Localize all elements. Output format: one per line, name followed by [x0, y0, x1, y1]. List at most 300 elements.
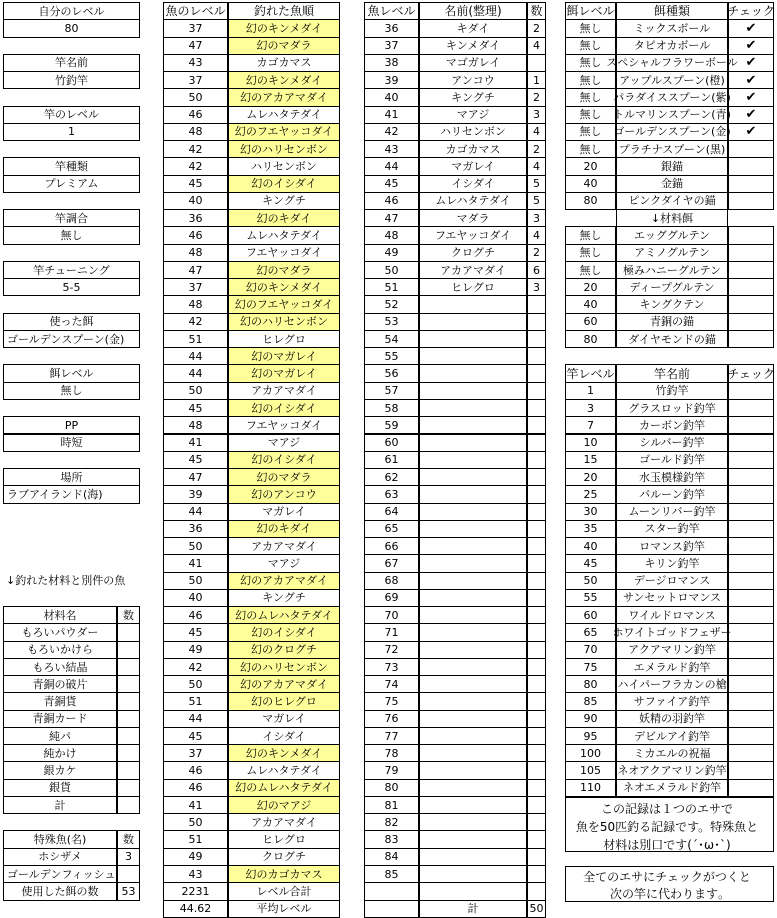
sorted-level[interactable]: 76	[364, 710, 419, 728]
sorted-level[interactable]: 38	[364, 54, 419, 72]
sorted-count[interactable]: 4	[527, 226, 546, 244]
rod-level[interactable]: 35	[565, 520, 616, 538]
rod-level[interactable]: 7	[565, 416, 616, 434]
sorted-count[interactable]	[527, 330, 546, 348]
sorted-count[interactable]	[527, 520, 546, 538]
material-name[interactable]: 純かけ	[3, 744, 117, 762]
material-bait-level[interactable]: 60	[565, 313, 616, 331]
sorted-level[interactable]: 72	[364, 641, 419, 659]
caught-level[interactable]: 44	[163, 347, 228, 365]
value-bait-used[interactable]: ゴールデンスプーン(金)	[3, 330, 140, 348]
material-count[interactable]	[117, 675, 140, 693]
material-bait-check[interactable]	[728, 226, 774, 244]
material-name[interactable]: 計	[3, 796, 117, 814]
caught-level[interactable]: 46	[163, 226, 228, 244]
rod-check[interactable]	[728, 537, 774, 555]
rod-name[interactable]: スター釣竿	[616, 520, 728, 538]
caught-name[interactable]: ヒレグロ	[228, 330, 340, 348]
rod-check[interactable]	[728, 485, 774, 503]
caught-level[interactable]: 50	[163, 88, 228, 106]
caught-level[interactable]: 51	[163, 692, 228, 710]
sorted-count[interactable]	[527, 779, 546, 797]
material-bait-level[interactable]: 40	[565, 295, 616, 313]
bait-level[interactable]: 無し	[565, 54, 616, 72]
sorted-level[interactable]: 78	[364, 744, 419, 762]
sorted-level[interactable]: 37	[364, 37, 419, 55]
rod-check[interactable]	[728, 658, 774, 676]
bait-type[interactable]: プラチナスプーン(黒)	[616, 140, 728, 158]
caught-name[interactable]: フエヤッコダイ	[228, 416, 340, 434]
caught-level[interactable]: 49	[163, 641, 228, 659]
sorted-count[interactable]: 4	[527, 123, 546, 141]
caught-level[interactable]: 44	[163, 503, 228, 521]
bait-check[interactable]: ✔	[728, 54, 774, 72]
material-name[interactable]: もろいかけら	[3, 641, 117, 659]
sorted-level[interactable]: 46	[364, 192, 419, 210]
rod-check[interactable]	[728, 675, 774, 693]
sorted-level[interactable]: 69	[364, 589, 419, 607]
bait-level[interactable]: 20	[565, 157, 616, 175]
sorted-level[interactable]: 49	[364, 244, 419, 262]
rod-name[interactable]: バルーン釣竿	[616, 485, 728, 503]
bait-check[interactable]: ✔	[728, 123, 774, 141]
rod-level[interactable]: 75	[565, 658, 616, 676]
sorted-level[interactable]: 54	[364, 330, 419, 348]
sorted-count[interactable]: 1	[527, 71, 546, 89]
special-header-name[interactable]: 特殊魚(名)	[3, 830, 117, 848]
sorted-name[interactable]	[419, 485, 527, 503]
sorted-count[interactable]: 2	[527, 19, 546, 37]
caught-name[interactable]: 幻のフエヤッコダイ	[228, 295, 340, 313]
sorted-name[interactable]: アンコウ	[419, 71, 527, 89]
sorted-level[interactable]: 65	[364, 520, 419, 538]
caught-level[interactable]: 37	[163, 71, 228, 89]
bait-check[interactable]: ✔	[728, 37, 774, 55]
rod-level[interactable]: 65	[565, 623, 616, 641]
rod-header-level[interactable]: 竿レベル	[565, 364, 616, 382]
value-my-level[interactable]: 80	[3, 19, 140, 37]
sorted-level[interactable]: 55	[364, 347, 419, 365]
caught-name[interactable]: 幻のマダラ	[228, 37, 340, 55]
sorted-level[interactable]: 75	[364, 692, 419, 710]
sorted-count[interactable]	[527, 537, 546, 555]
sorted-count[interactable]: 4	[527, 157, 546, 175]
sorted-level[interactable]: 71	[364, 623, 419, 641]
sorted-level[interactable]: 80	[364, 779, 419, 797]
caught-level[interactable]: 48	[163, 244, 228, 262]
sorted-name[interactable]	[419, 779, 527, 797]
rod-check[interactable]	[728, 416, 774, 434]
sorted-count[interactable]	[527, 364, 546, 382]
material-count[interactable]	[117, 658, 140, 676]
caught-level[interactable]: 37	[163, 278, 228, 296]
material-bait-type[interactable]: 極みハニーグルテン	[616, 261, 728, 279]
sorted-count[interactable]	[527, 589, 546, 607]
sorted-name[interactable]	[419, 416, 527, 434]
caught-name[interactable]: マアジ	[228, 434, 340, 452]
rod-name[interactable]: ムーンリバー釣竿	[616, 503, 728, 521]
caught-header-level[interactable]: 魚のレベル	[163, 2, 228, 20]
caught-level[interactable]: 44	[163, 364, 228, 382]
sorted-count[interactable]	[527, 382, 546, 400]
caught-name[interactable]: 幻のイシダイ	[228, 451, 340, 469]
rod-level[interactable]: 90	[565, 710, 616, 728]
caught-level[interactable]: 49	[163, 848, 228, 866]
sorted-count[interactable]	[527, 554, 546, 572]
caught-level[interactable]: 47	[163, 261, 228, 279]
caught-level[interactable]: 42	[163, 157, 228, 175]
sorted-name[interactable]: マダラ	[419, 209, 527, 227]
caught-level[interactable]: 41	[163, 796, 228, 814]
sorted-level[interactable]: 57	[364, 382, 419, 400]
sorted-name[interactable]: カゴカマス	[419, 140, 527, 158]
sorted-level[interactable]: 42	[364, 123, 419, 141]
bait-type[interactable]: 金錨	[616, 175, 728, 193]
material-count[interactable]	[117, 692, 140, 710]
material-count[interactable]	[117, 710, 140, 728]
bait-type[interactable]: ピンクダイヤの錨	[616, 192, 728, 210]
sorted-name[interactable]: ハリセンボン	[419, 123, 527, 141]
sorted-name[interactable]	[419, 451, 527, 469]
sorted-level[interactable]: 47	[364, 209, 419, 227]
rod-level[interactable]: 15	[565, 451, 616, 469]
caught-name[interactable]: 幻のカゴカマス	[228, 865, 340, 883]
caught-name[interactable]: 幻のイシダイ	[228, 399, 340, 417]
sorted-count[interactable]: 2	[527, 88, 546, 106]
caught-name[interactable]: キングチ	[228, 589, 340, 607]
caught-level[interactable]: 45	[163, 175, 228, 193]
caught-name[interactable]: 幻のヒレグロ	[228, 692, 340, 710]
material-bait-level[interactable]: 80	[565, 330, 616, 348]
sorted-name[interactable]: アカアマダイ	[419, 261, 527, 279]
sorted-name[interactable]	[419, 330, 527, 348]
caught-level[interactable]: 45	[163, 399, 228, 417]
sorted-name[interactable]	[419, 347, 527, 365]
caught-name[interactable]: アカアマダイ	[228, 813, 340, 831]
bait-level[interactable]: 無し	[565, 106, 616, 124]
sorted-empty[interactable]	[419, 882, 527, 900]
bait-level[interactable]: 80	[565, 192, 616, 210]
caught-level[interactable]: 41	[163, 434, 228, 452]
sorted-count[interactable]: 5	[527, 175, 546, 193]
rod-level[interactable]: 100	[565, 744, 616, 762]
special-fish-count[interactable]	[117, 865, 140, 883]
rod-name[interactable]: アクアマリン釣竿	[616, 641, 728, 659]
caught-level[interactable]: 50	[163, 813, 228, 831]
bait-type[interactable]: トルマリンスプーン(青)	[616, 106, 728, 124]
rod-name[interactable]: キリン釣竿	[616, 554, 728, 572]
rod-check[interactable]	[728, 623, 774, 641]
sorted-count[interactable]: 3	[527, 106, 546, 124]
bait-count-value[interactable]: 53	[117, 882, 140, 900]
bait-type[interactable]: 銀錨	[616, 157, 728, 175]
material-name[interactable]: 純パ	[3, 727, 117, 745]
caught-level[interactable]: 37	[163, 19, 228, 37]
bait-check[interactable]	[728, 175, 774, 193]
caught-level[interactable]: 45	[163, 623, 228, 641]
material-name[interactable]: 青銅貨	[3, 692, 117, 710]
sorted-name[interactable]	[419, 554, 527, 572]
sorted-level[interactable]: 79	[364, 761, 419, 779]
sorted-level[interactable]: 77	[364, 727, 419, 745]
caught-level[interactable]: 50	[163, 382, 228, 400]
caught-level[interactable]: 46	[163, 761, 228, 779]
caught-name[interactable]: 幻のマガレイ	[228, 364, 340, 382]
material-name[interactable]: 青銅カード	[3, 710, 117, 728]
sorted-level[interactable]: 68	[364, 572, 419, 590]
rod-check[interactable]	[728, 554, 774, 572]
rod-name[interactable]: グラスロッド釣竿	[616, 399, 728, 417]
bait-check[interactable]	[728, 157, 774, 175]
value-bait-level[interactable]: 無し	[3, 382, 140, 400]
sorted-count[interactable]	[527, 606, 546, 624]
caught-name[interactable]: 幻のアカアマダイ	[228, 88, 340, 106]
sorted-count[interactable]	[527, 830, 546, 848]
bait-level[interactable]: 無し	[565, 19, 616, 37]
material-bait-check[interactable]	[728, 244, 774, 262]
sorted-name[interactable]: キンメダイ	[419, 37, 527, 55]
materials-header-count[interactable]: 数	[117, 606, 140, 624]
caught-header-name[interactable]: 釣れた魚順	[228, 2, 340, 20]
caught-level[interactable]: 41	[163, 554, 228, 572]
sorted-name[interactable]	[419, 744, 527, 762]
sorted-total-value[interactable]: 50	[527, 900, 546, 918]
sorted-level[interactable]: 53	[364, 313, 419, 331]
sorted-name[interactable]	[419, 865, 527, 883]
rod-name[interactable]: ゴールド釣竿	[616, 451, 728, 469]
caught-level[interactable]: 47	[163, 37, 228, 55]
sorted-name[interactable]	[419, 658, 527, 676]
sorted-count[interactable]	[527, 813, 546, 831]
label-my-level-label[interactable]: 自分のレベル	[3, 2, 140, 20]
bait-check[interactable]	[728, 140, 774, 158]
bait-level[interactable]: 無し	[565, 123, 616, 141]
sorted-level[interactable]: 61	[364, 451, 419, 469]
bait-check[interactable]	[728, 192, 774, 210]
bait-level[interactable]: 無し	[565, 71, 616, 89]
sorted-count[interactable]: 2	[527, 140, 546, 158]
caught-level[interactable]: 36	[163, 209, 228, 227]
caught-level[interactable]: 44	[163, 710, 228, 728]
special-fish-count[interactable]: 3	[117, 848, 140, 866]
bait-header-level[interactable]: 餌レベル	[565, 2, 616, 20]
caught-level[interactable]: 48	[163, 416, 228, 434]
caught-level[interactable]: 48	[163, 295, 228, 313]
sorted-name[interactable]	[419, 606, 527, 624]
sorted-name[interactable]: マゴガレイ	[419, 54, 527, 72]
sorted-level[interactable]: 70	[364, 606, 419, 624]
caught-name[interactable]: 幻のマダラ	[228, 468, 340, 486]
caught-name[interactable]: マガレイ	[228, 710, 340, 728]
caught-name[interactable]: 幻のムレハタテダイ	[228, 779, 340, 797]
rod-level[interactable]: 110	[565, 779, 616, 797]
sorted-level[interactable]: 43	[364, 140, 419, 158]
sorted-count[interactable]	[527, 710, 546, 728]
sorted-empty[interactable]	[527, 882, 546, 900]
bait-type[interactable]: スペシャルフラワーボール	[616, 54, 728, 72]
sorted-level[interactable]: 64	[364, 503, 419, 521]
caught-level[interactable]: 39	[163, 485, 228, 503]
sorted-name[interactable]	[419, 830, 527, 848]
sorted-header-name[interactable]: 名前(整理)	[419, 2, 527, 20]
rod-level[interactable]: 85	[565, 692, 616, 710]
rod-check[interactable]	[728, 572, 774, 590]
value-rod-tuning[interactable]: 5-5	[3, 278, 140, 296]
sorted-empty[interactable]	[364, 900, 419, 918]
caught-name[interactable]: 幻のアカアマダイ	[228, 675, 340, 693]
level-total-label[interactable]: レベル合計	[228, 882, 340, 900]
sorted-level[interactable]: 62	[364, 468, 419, 486]
caught-level[interactable]: 42	[163, 313, 228, 331]
value-rod-tone[interactable]: 無し	[3, 226, 140, 244]
material-bait-level[interactable]: 無し	[565, 244, 616, 262]
rod-check[interactable]	[728, 641, 774, 659]
rod-level[interactable]: 95	[565, 727, 616, 745]
bait-type[interactable]: アップルスプーン(橙)	[616, 71, 728, 89]
caught-level[interactable]: 51	[163, 330, 228, 348]
material-name[interactable]: 銀カケ	[3, 761, 117, 779]
rod-check[interactable]	[728, 692, 774, 710]
caught-name[interactable]: 幻のマアジ	[228, 796, 340, 814]
sorted-name[interactable]	[419, 727, 527, 745]
label-pp-label[interactable]: PP	[3, 416, 140, 434]
sorted-count[interactable]	[527, 485, 546, 503]
caught-level[interactable]: 40	[163, 192, 228, 210]
sorted-level[interactable]: 56	[364, 364, 419, 382]
sorted-count[interactable]	[527, 692, 546, 710]
rod-header-check[interactable]: チェック	[728, 364, 774, 382]
material-count[interactable]	[117, 623, 140, 641]
caught-name[interactable]: マガレイ	[228, 503, 340, 521]
sorted-name[interactable]: キダイ	[419, 19, 527, 37]
caught-name[interactable]: イシダイ	[228, 727, 340, 745]
value-place[interactable]: ラブアイランド(海)	[3, 485, 140, 503]
sorted-name[interactable]	[419, 537, 527, 555]
bait-level[interactable]: 無し	[565, 37, 616, 55]
material-bait-note[interactable]: ↓材料餌	[616, 209, 728, 227]
sorted-name[interactable]: マガレイ	[419, 157, 527, 175]
rod-check[interactable]	[728, 589, 774, 607]
value-pp[interactable]: 時短	[3, 434, 140, 452]
material-bait-level[interactable]: 20	[565, 278, 616, 296]
rod-level[interactable]: 50	[565, 572, 616, 590]
rod-level[interactable]: 70	[565, 641, 616, 659]
material-count[interactable]	[117, 796, 140, 814]
sorted-name[interactable]	[419, 813, 527, 831]
sorted-level[interactable]: 85	[364, 865, 419, 883]
sorted-count[interactable]	[527, 468, 546, 486]
label-rod-tone-label[interactable]: 竿調合	[3, 209, 140, 227]
caught-level[interactable]: 50	[163, 572, 228, 590]
rod-name[interactable]: デージロマンス	[616, 572, 728, 590]
rod-header-name[interactable]: 竿名前	[616, 364, 728, 382]
caught-name[interactable]: 幻のキンメダイ	[228, 19, 340, 37]
sorted-name[interactable]	[419, 589, 527, 607]
sorted-name[interactable]	[419, 520, 527, 538]
sorted-count[interactable]: 5	[527, 192, 546, 210]
sorted-level[interactable]: 40	[364, 88, 419, 106]
caught-name[interactable]: 幻のアカアマダイ	[228, 572, 340, 590]
sorted-empty[interactable]	[364, 882, 419, 900]
caught-name[interactable]: アカアマダイ	[228, 537, 340, 555]
sorted-level[interactable]: 84	[364, 848, 419, 866]
sorted-name[interactable]: マアジ	[419, 106, 527, 124]
sorted-level[interactable]: 36	[364, 19, 419, 37]
bait-level[interactable]: 無し	[565, 140, 616, 158]
caught-name[interactable]: ムレハタテダイ	[228, 106, 340, 124]
rod-check[interactable]	[728, 727, 774, 745]
sorted-count[interactable]: 3	[527, 278, 546, 296]
sorted-name[interactable]	[419, 468, 527, 486]
rod-check[interactable]	[728, 382, 774, 400]
sorted-level[interactable]: 41	[364, 106, 419, 124]
rod-check[interactable]	[728, 606, 774, 624]
sorted-count[interactable]	[527, 572, 546, 590]
sorted-level[interactable]: 83	[364, 830, 419, 848]
sorted-level[interactable]: 45	[364, 175, 419, 193]
sorted-name[interactable]: ムレハタテダイ	[419, 192, 527, 210]
rod-check[interactable]	[728, 503, 774, 521]
level-avg-value[interactable]: 44.62	[163, 900, 228, 918]
sorted-count[interactable]	[527, 658, 546, 676]
caught-name[interactable]: 幻のハリセンボン	[228, 140, 340, 158]
caught-name[interactable]: 幻のハリセンボン	[228, 658, 340, 676]
caught-level[interactable]: 42	[163, 140, 228, 158]
sorted-level[interactable]: 63	[364, 485, 419, 503]
caught-name[interactable]: 幻のキダイ	[228, 520, 340, 538]
sorted-count[interactable]	[527, 761, 546, 779]
sorted-count[interactable]	[527, 623, 546, 641]
rod-name[interactable]: 妖精の羽釣竿	[616, 710, 728, 728]
caught-level[interactable]: 47	[163, 468, 228, 486]
label-bait-level-label[interactable]: 餌レベル	[3, 364, 140, 382]
sorted-level[interactable]: 74	[364, 675, 419, 693]
sorted-name[interactable]	[419, 796, 527, 814]
sorted-level[interactable]: 81	[364, 796, 419, 814]
sorted-level[interactable]: 66	[364, 537, 419, 555]
material-bait-check[interactable]	[728, 295, 774, 313]
caught-name[interactable]: 幻のイシダイ	[228, 623, 340, 641]
sorted-count[interactable]	[527, 451, 546, 469]
rod-name[interactable]: ネオアクアマリン釣竿	[616, 761, 728, 779]
rod-name[interactable]: サンセットロマンス	[616, 589, 728, 607]
rod-check[interactable]	[728, 520, 774, 538]
sorted-count[interactable]: 4	[527, 37, 546, 55]
sorted-level[interactable]: 58	[364, 399, 419, 417]
sorted-count[interactable]	[527, 313, 546, 331]
material-count[interactable]	[117, 727, 140, 745]
sorted-level[interactable]: 82	[364, 813, 419, 831]
sorted-name[interactable]: クログチ	[419, 244, 527, 262]
sorted-count[interactable]	[527, 865, 546, 883]
material-bait-type[interactable]: ディープグルテン	[616, 278, 728, 296]
sorted-level[interactable]: 73	[364, 658, 419, 676]
material-bait-type[interactable]: エッググルテン	[616, 226, 728, 244]
sorted-count[interactable]	[527, 399, 546, 417]
rod-name[interactable]: 竹釣竿	[616, 382, 728, 400]
sorted-name[interactable]	[419, 434, 527, 452]
material-bait-check[interactable]	[728, 261, 774, 279]
label-rod-level-label[interactable]: 竿のレベル	[3, 106, 140, 124]
rod-level[interactable]: 105	[565, 761, 616, 779]
sorted-count[interactable]	[527, 848, 546, 866]
material-name[interactable]: もろいパウダー	[3, 623, 117, 641]
caught-name[interactable]: フエヤッコダイ	[228, 244, 340, 262]
caught-name[interactable]: 幻のキンメダイ	[228, 744, 340, 762]
rod-check[interactable]	[728, 399, 774, 417]
caught-name[interactable]: 幻のムレハタテダイ	[228, 606, 340, 624]
bait-type[interactable]: ミックスボール	[616, 19, 728, 37]
